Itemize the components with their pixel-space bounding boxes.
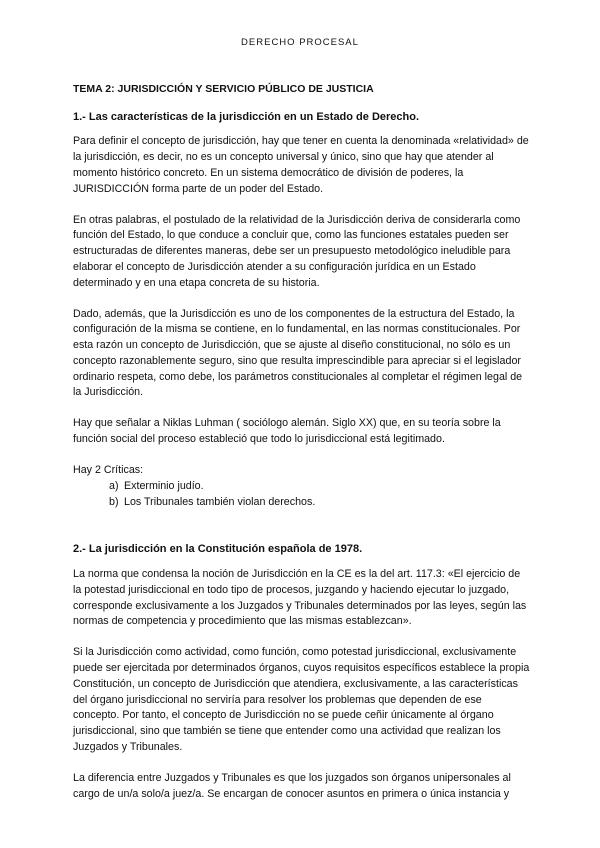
- document-body: [73, 82, 531, 802]
- criticas-list: [109, 479, 531, 510]
- running-header: DERECHO PROCESAL: [241, 37, 359, 48]
- list-marker: a): [109, 480, 119, 493]
- section-1-paragraph-1: Para definir el concepto de jurisdicción, hay que tener en cuenta la denominada «relatividad» de la jurisdicción, es decir, no es un concepto universal y único, sino que hay que atender al momento histórico concreto. En un sistema democrático de división de poderes, la JURISDICCIÓN forma parte de un poder del Estado.: [73, 135, 529, 195]
- section-2-heading: 2.- La jurisdicción en la Constitución española de 1978.: [73, 543, 363, 556]
- section-1-paragraph-3: Dado, además, que la Jurisdicción es uno de los componentes de la estructura del Estado, la configuración de la misma se contiene, en lo fundamental, en las normas constitucionales. Por esta razón un concepto de Jurisdicción, que se ajuste al diseño constitucional, no sólo es un concepto razonablemente seguro, sino que resulta imprescindible para apreciar si el legislador ordinario respeta, como debe, los parámetros constitucionales al completar el régimen legal de la Jurisdicción.: [73, 307, 523, 399]
- list-item-text: Exterminio judío.: [124, 480, 204, 493]
- list-item: [109, 479, 531, 495]
- section-1-heading: 1.- Las características de la jurisdicción en un Estado de Derecho.: [73, 110, 420, 123]
- list-item: [109, 495, 531, 511]
- tema-title: TEMA 2: JURISDICCIÓN Y SERVICIO PÚBLICO DE JUSTICIA: [73, 83, 374, 95]
- section-2-paragraph-1: La norma que condensa la noción de Jurisdicción en la CE es la del art. 117.3: «El ejercicio de la potestad jurisdiccional en todo tipo de procesos, juzgando y haciendo ejecutar lo juzgado, corresponde exclusivamente a los Juzgados y Tribunales determinados por las leyes, según las normas de competencia y procedimiento que las mismas establezcan».: [73, 568, 527, 628]
- section-2-paragraph-2: Si la Jurisdicción como actividad, como función, como potestad jurisdiccional, exclusivamente puede ser ejercitada por determinados órganos, cuyos requisitos específicos establece la propia Constitución, un concepto de Jurisdicción que atendiera, exclusivamente, a las características del órgano jurisdiccional no serviría para resolver los problemas que dependen de ese concepto. Por tanto, el concepto de Jurisdicción no se puede ceñir únicamente al órgano jurisdiccional, sino que también se tiene que entender como una actividad que realizan los Juzgados y Tribunales.: [73, 646, 530, 753]
- section-1-paragraph-4: Hay que señalar a Niklas Luhman ( sociólogo alemán. Siglo XX) que, en su teoría sobre la función social del proceso estableció que todo lo jurisdiccional está legitimado.: [73, 417, 501, 446]
- criticas-label: Hay 2 Críticas:: [73, 464, 144, 477]
- section-2-paragraph-3: La diferencia entre Juzgados y Tribunales es que los juzgados son órganos unipersonales al cargo de un/a solo/a juez/a. Se encargan de conocer asuntos en primera o única instancia y: [73, 771, 511, 800]
- list-item-text: Los Tribunales también violan derechos.: [124, 495, 316, 508]
- section-1-paragraph-2: En otras palabras, el postulado de la relatividad de la Jurisdicción deriva de considerarla como función del Estado, lo que conduce a concluir que, como las funciones estatales pueden ser estructuradas de diferentes maneras, debe ser un presupuesto metodológico ineludible para elaborar el concepto de Jurisdicción atender a su configuración jurídica en un Estado determinado y en una etapa concreta de su historia.: [73, 213, 521, 289]
- list-marker: b): [109, 495, 119, 508]
